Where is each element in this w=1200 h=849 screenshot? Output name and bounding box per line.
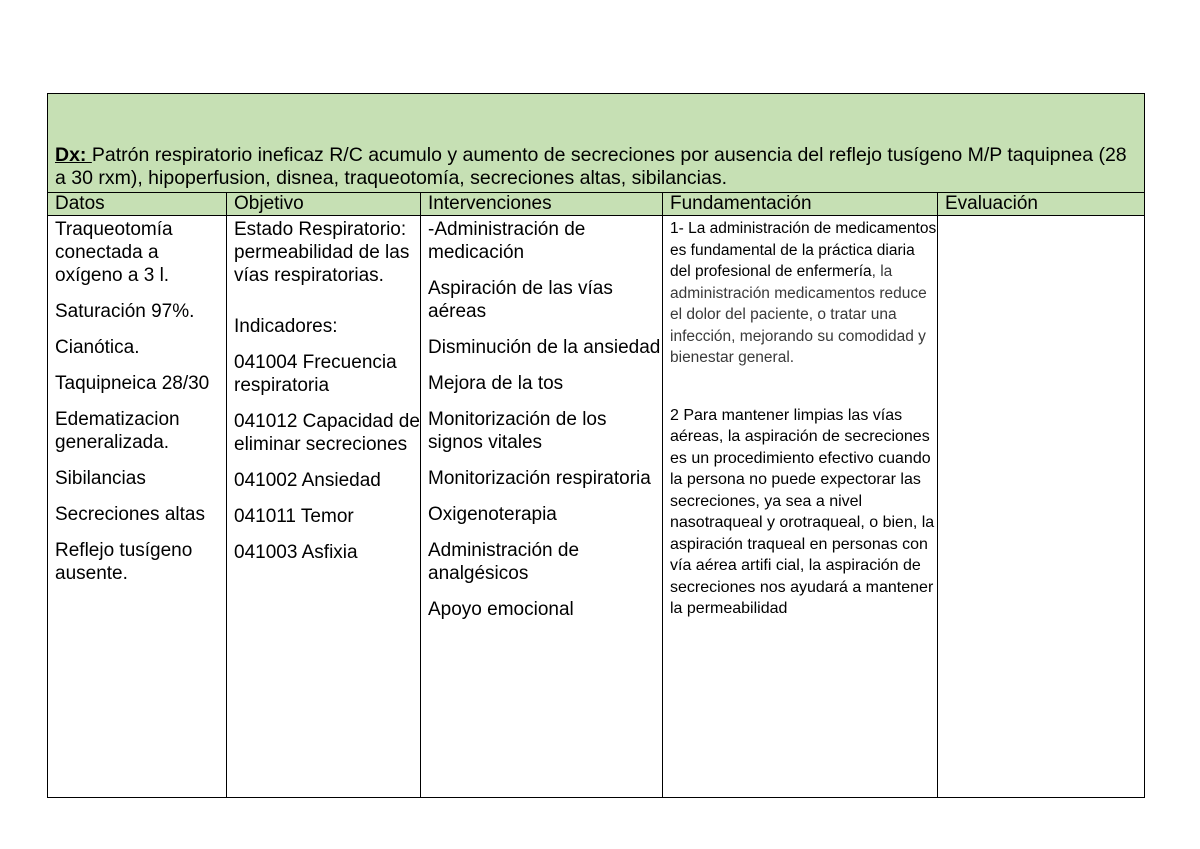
diagnosis-text: Patrón respiratorio ineficaz R/C acumulo y aumento de secreciones por ausencia del reflejo tusígeno M/P taquipnea (28 a 30 rxm), hipoperfusion, disnea, traqueotomía, secreciones altas, sibilancias.	[55, 144, 1127, 189]
objetivo-spacer	[234, 287, 420, 315]
header-evaluacion: Evaluación	[938, 193, 1145, 216]
indicator-item: 041004 Frecuencia respiratoria	[234, 352, 397, 396]
fundamentacion-p1-main: 1- La administración de medicamentos es fundamental de la práctica diaria del profesional de enfermería	[670, 220, 937, 280]
intervencion-item: Apoyo emocional	[428, 599, 574, 620]
indicator-item: 041012 Capacidad de eliminar secreciones	[234, 411, 420, 455]
dato-item: Reflejo tusígeno ausente.	[55, 540, 193, 584]
header-objetivo: Objetivo	[227, 193, 421, 216]
header-datos: Datos	[48, 193, 227, 216]
objetivo-cell	[227, 216, 421, 798]
header-row	[48, 193, 1145, 216]
indicator-item: 041002 Ansiedad	[234, 470, 381, 491]
datos-cell	[48, 216, 227, 798]
dato-item: Cianótica.	[55, 337, 140, 358]
objetivo-goal: Estado Respiratorio: permeabilidad de las vías respiratorias.	[234, 219, 410, 286]
diagnosis-row	[48, 94, 1145, 193]
fundamentacion-p1-rest: , la administración medicamentos reduce el dolor del paciente, o tratar una infección, mejorando su comodidad y bienestar general.	[670, 263, 927, 366]
dato-item: Taquipneica 28/30	[55, 373, 210, 394]
dato-item: Secreciones altas	[55, 504, 205, 525]
header-intervenciones: Intervenciones	[421, 193, 663, 216]
dato-item: Sibilancias	[55, 468, 146, 489]
diagnosis-cell	[48, 94, 1145, 193]
intervencion-item: -Administración de medicación	[428, 219, 586, 263]
header-fundamentacion: Fundamentación	[663, 193, 938, 216]
diagnosis-label: Dx:	[55, 144, 92, 166]
intervencion-item: Aspiración de las vías aéreas	[428, 278, 613, 322]
indicator-item: 041003 Asfixia	[234, 542, 358, 563]
fundamentacion-cell	[663, 216, 938, 798]
intervencion-item: Monitorización respiratoria	[428, 468, 651, 489]
intervencion-item: Disminución de la ansiedad	[428, 337, 661, 358]
intervenciones-cell	[421, 216, 663, 798]
intervencion-item: Oxigenoterapia	[428, 504, 557, 525]
intervencion-item: Mejora de la tos	[428, 373, 564, 394]
fundamentacion-paragraph-2: 2 Para mantener limpias las vías aéreas, la aspiración de secreciones es un procedimiento efectivo cuando la persona no puede expectorar las secreciones, ya sea a nivel nasotraqueal y orotraqueal, o bien, la aspiración traqueal en personas con vía aérea artifi cial, la aspiración de secreciones nos ayudará a mantener la permeabilidad	[670, 406, 935, 617]
dato-item: Edematizacion generalizada.	[55, 409, 180, 453]
fundamentacion-paragraph-1	[670, 218, 937, 369]
evaluacion-cell	[938, 216, 1145, 798]
dato-item: Traqueotomía conectada a oxígeno a 3 l.	[55, 219, 173, 286]
content-row	[48, 216, 1145, 798]
intervencion-item: Administración de analgésicos	[428, 540, 580, 584]
care-plan-table	[47, 93, 1145, 798]
intervencion-item: Monitorización de los signos vitales	[428, 409, 607, 453]
indicators-label: Indicadores:	[234, 316, 338, 337]
indicator-item: 041011 Temor	[234, 506, 354, 527]
dato-item: Saturación 97%.	[55, 301, 195, 322]
